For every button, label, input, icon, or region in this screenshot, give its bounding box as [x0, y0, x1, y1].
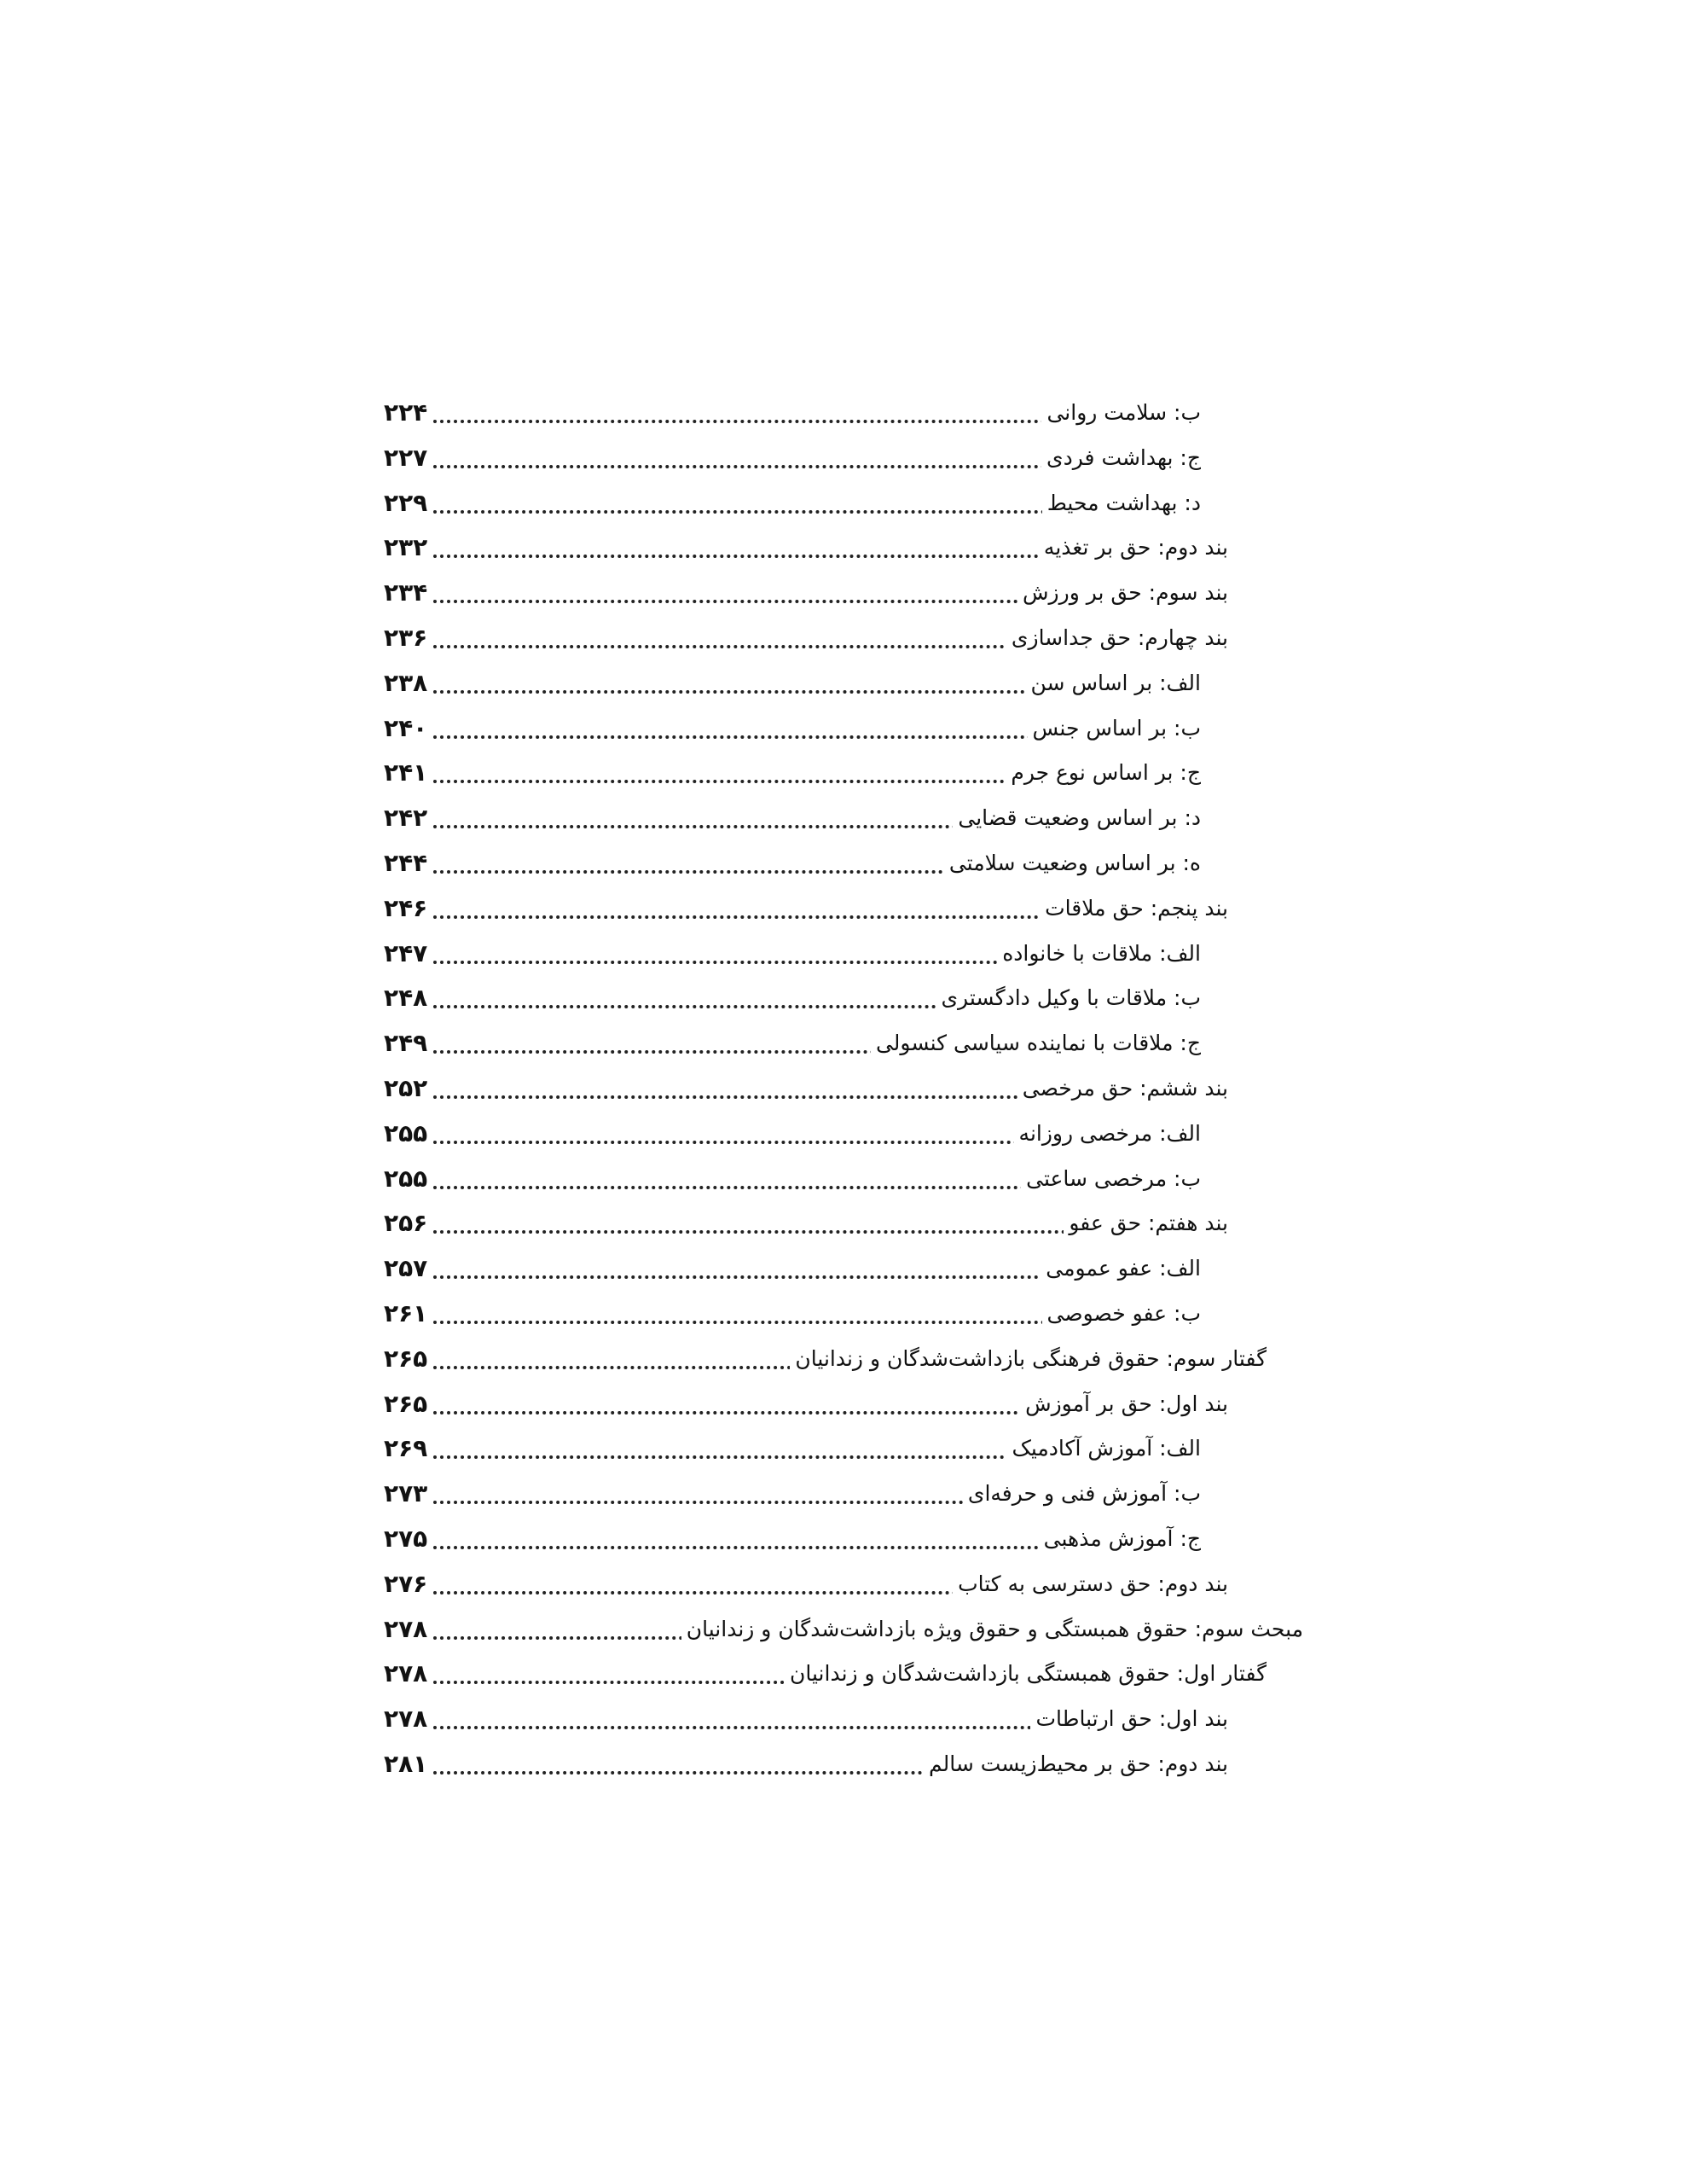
toc-entry-title: ب: مرخصی ساعتی	[1021, 1157, 1201, 1202]
toc-entry[interactable]	[384, 706, 1305, 752]
toc-entry-title: الف: عفو عمومی	[1041, 1246, 1201, 1292]
toc-entry-title: بند دوم: حق بر تغذیه	[1039, 526, 1228, 571]
toc-page-number: ۲۵۵	[384, 1118, 428, 1147]
toc-page-number: ۲۷۸	[384, 1614, 428, 1643]
toc-entry[interactable]	[384, 1607, 1305, 1653]
toc-entry[interactable]	[384, 932, 1305, 977]
toc-entry[interactable]	[384, 1562, 1305, 1607]
toc-page-number: ۲۲۹	[384, 488, 428, 517]
toc-page-number: ۲۶۵	[384, 1389, 428, 1418]
toc-page-number: ۲۵۵	[384, 1164, 428, 1193]
toc-page-number: ۲۶۹	[384, 1434, 428, 1463]
toc-page-number: ۲۴۸	[384, 984, 428, 1013]
toc-entry[interactable]	[384, 436, 1305, 481]
toc-page-number: ۲۷۵	[384, 1525, 428, 1553]
toc-entry-title: ه: بر اساس وضعیت سلامتی	[944, 841, 1201, 886]
toc-entry-title: الف: بر اساس سن	[1026, 661, 1201, 706]
toc-entry-title: بند دوم: حق بر محیط‌زیست سالم	[924, 1742, 1228, 1787]
toc-entry[interactable]	[384, 796, 1305, 841]
toc-entry[interactable]	[384, 1382, 1305, 1427]
toc-entry[interactable]	[384, 616, 1305, 661]
toc-entry-title: الف: ملاقات با خانواده	[997, 932, 1201, 977]
toc-page-number: ۲۴۱	[384, 758, 428, 787]
toc-entry[interactable]	[384, 571, 1305, 616]
toc-entry[interactable]	[384, 976, 1305, 1021]
toc-entry[interactable]	[384, 1112, 1305, 1157]
toc-page-number: ۲۵۲	[384, 1074, 428, 1102]
toc-entry-title: الف: مرخصی روزانه	[1014, 1112, 1201, 1157]
toc-entry-title: ب: سلامت روانی	[1041, 391, 1201, 436]
toc-entry[interactable]	[384, 661, 1305, 706]
toc-entry-title: ب: ملاقات با وکیل دادگستری	[936, 976, 1201, 1021]
toc-entry[interactable]	[384, 526, 1305, 571]
toc-entry-title: ج: بر اساس نوع جرم	[1006, 751, 1201, 796]
toc-entry[interactable]	[384, 1426, 1305, 1472]
toc-entry[interactable]	[384, 1021, 1305, 1066]
toc-page-number: ۲۴۴	[384, 849, 428, 877]
toc-page-number: ۲۷۶	[384, 1569, 428, 1598]
toc-page-number: ۲۷۸	[384, 1659, 428, 1688]
toc-entry-title: ج: ملاقات با نماینده سیاسی کنسولی	[871, 1021, 1201, 1066]
toc-entry[interactable]	[384, 1246, 1305, 1292]
toc-entry-title: گفتار اول: حقوق همبستگی بازداشت‌شدگان و زندانیان	[785, 1652, 1267, 1697]
toc-entry-title: ج: بهداشت فردی	[1041, 436, 1201, 481]
toc-entry-title: گفتار سوم: حقوق فرهنگی بازداشت‌شدگان و زندانیان	[790, 1337, 1267, 1382]
toc-entry-title: ج: آموزش مذهبی	[1039, 1517, 1201, 1562]
toc-entry[interactable]	[384, 751, 1305, 796]
toc-page-number: ۲۴۶	[384, 893, 428, 922]
table-of-contents	[384, 391, 1305, 1790]
toc-page-number: ۲۳۶	[384, 624, 428, 652]
toc-page-number: ۲۳۲	[384, 533, 428, 562]
toc-entry[interactable]	[384, 391, 1305, 436]
toc-entry-title: بند پنجم: حق ملاقات	[1040, 886, 1228, 932]
toc-entry-title: بند ششم: حق مرخصی	[1017, 1066, 1228, 1112]
toc-entry-title: ب: آموزش فنی و حرفه‌ای	[963, 1472, 1201, 1517]
toc-page-number: ۲۲۷	[384, 443, 428, 472]
toc-entry-title: الف: آموزش آکادمیک	[1006, 1426, 1201, 1472]
toc-entry-title: د: بهداشت محیط	[1042, 481, 1201, 526]
toc-page-number: ۲۷۸	[384, 1705, 428, 1734]
toc-page-number: ۲۶۱	[384, 1299, 428, 1327]
toc-entry-title: بند اول: حق بر آموزش	[1020, 1382, 1228, 1427]
toc-entry[interactable]	[384, 1201, 1305, 1246]
toc-entry-title: ب: بر اساس جنس	[1028, 706, 1201, 752]
toc-entry-title: بند سوم: حق بر ورزش	[1017, 571, 1228, 616]
toc-entry[interactable]	[384, 841, 1305, 886]
toc-entry[interactable]	[384, 1337, 1305, 1382]
toc-page-number: ۲۴۹	[384, 1029, 428, 1058]
toc-entry[interactable]	[384, 1517, 1305, 1562]
toc-page-number: ۲۳۸	[384, 668, 428, 697]
toc-entry[interactable]	[384, 1697, 1305, 1742]
toc-entry-title: ب: عفو خصوصی	[1042, 1292, 1201, 1337]
toc-entry[interactable]	[384, 1742, 1305, 1787]
toc-page-number: ۲۵۶	[384, 1209, 428, 1238]
toc-entry[interactable]	[384, 1472, 1305, 1517]
toc-page-number: ۲۶۵	[384, 1344, 428, 1373]
toc-entry-title: بند چهارم: حق جداسازی	[1006, 616, 1228, 661]
toc-entry[interactable]	[384, 481, 1305, 526]
toc-entry-title: بند هفتم: حق عفو	[1064, 1201, 1228, 1246]
toc-entry[interactable]	[384, 1652, 1305, 1697]
toc-page-number: ۲۴۲	[384, 804, 428, 833]
toc-entry[interactable]	[384, 1066, 1305, 1112]
toc-page-number: ۲۳۴	[384, 578, 428, 607]
toc-entry-title: د: بر اساس وضعیت قضایی	[953, 796, 1201, 841]
toc-entry-title: مبحث سوم: حقوق همبستگی و حقوق ویژه بازداشت‌شدگان و زندانیان	[681, 1607, 1303, 1653]
toc-entry[interactable]	[384, 1292, 1305, 1337]
toc-page-number: ۲۵۷	[384, 1254, 428, 1283]
toc-entry[interactable]	[384, 1157, 1305, 1202]
toc-entry-title: بند اول: حق ارتباطات	[1030, 1697, 1228, 1742]
toc-page-number: ۲۲۴	[384, 398, 428, 427]
toc-page-number: ۲۷۳	[384, 1479, 428, 1508]
toc-entry[interactable]	[384, 886, 1305, 932]
toc-entry-title: بند دوم: حق دسترسی به کتاب	[953, 1562, 1228, 1607]
toc-page-number: ۲۴۰	[384, 713, 428, 742]
toc-page-number: ۲۴۷	[384, 938, 428, 967]
toc-page-number: ۲۸۱	[384, 1750, 428, 1778]
